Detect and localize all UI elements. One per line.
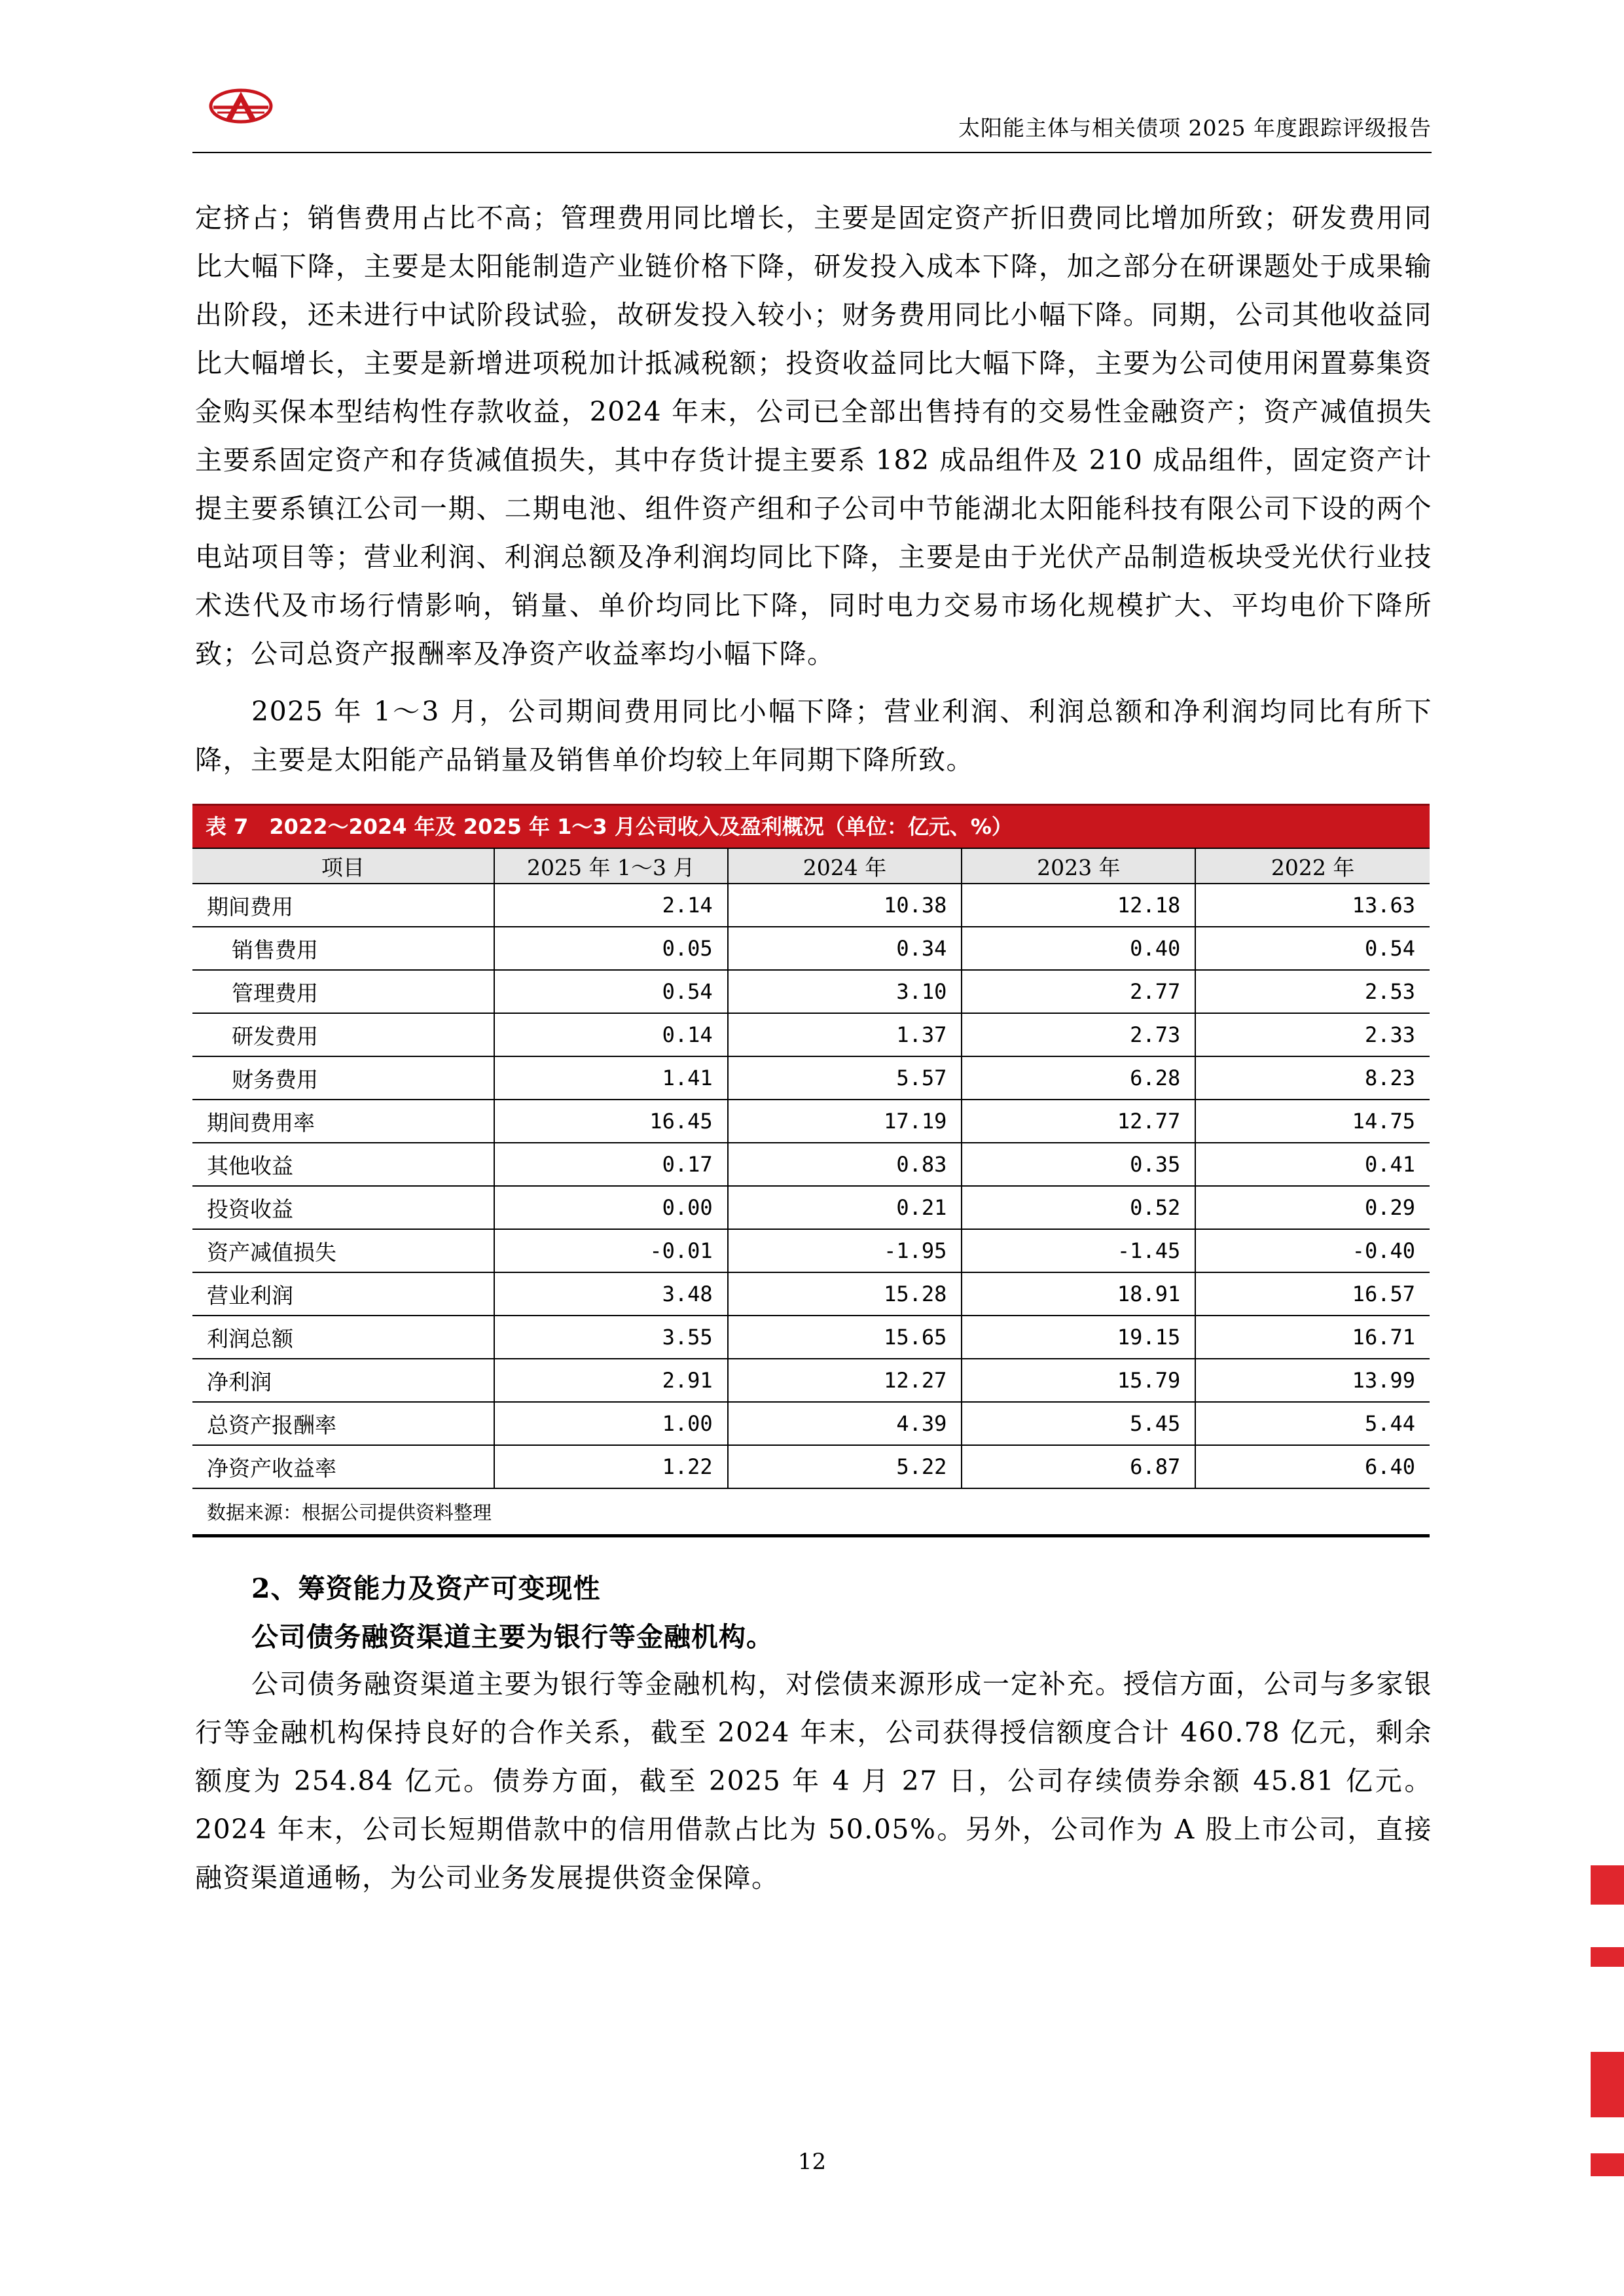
table-row	[192, 1229, 1430, 1272]
row-label: 利润总额	[192, 1316, 494, 1359]
cell-value: 1.37	[728, 1013, 962, 1056]
table-row	[192, 1100, 1430, 1143]
row-label: 资产减值损失	[192, 1229, 494, 1272]
cell-value: 2.91	[494, 1359, 728, 1402]
cell-value: 1.00	[494, 1402, 728, 1445]
cell-value: 2.14	[494, 884, 728, 927]
income-profit-table	[192, 804, 1430, 1537]
cell-value: 19.15	[962, 1316, 1195, 1359]
cell-value: 0.52	[962, 1186, 1195, 1229]
table-row	[192, 1186, 1430, 1229]
table-row	[192, 1272, 1430, 1316]
cell-value: 12.27	[728, 1359, 962, 1402]
cell-value: 16.57	[1195, 1272, 1430, 1316]
row-label: 净利润	[192, 1359, 494, 1402]
cell-value: 17.19	[728, 1100, 962, 1143]
section-subheading: 公司债务融资渠道主要为银行等金融机构。	[251, 1621, 774, 1653]
row-label: 净资产收益率	[192, 1445, 494, 1488]
cell-value: 0.29	[1195, 1186, 1430, 1229]
cell-value: 0.05	[494, 927, 728, 970]
table-row	[192, 1143, 1430, 1186]
cell-value: 5.57	[728, 1056, 962, 1100]
row-label: 研发费用	[192, 1013, 494, 1056]
row-label: 期间费用率	[192, 1100, 494, 1143]
column-header-2024: 2024 年	[728, 848, 962, 884]
cell-value: 8.23	[1195, 1056, 1430, 1100]
cell-value: 5.22	[728, 1445, 962, 1488]
cell-value: 16.45	[494, 1100, 728, 1143]
cell-value: 0.41	[1195, 1143, 1430, 1186]
cell-value: 3.10	[728, 970, 962, 1013]
table-row	[192, 884, 1430, 927]
cell-value: 2.73	[962, 1013, 1195, 1056]
table-row	[192, 927, 1430, 970]
table-row	[192, 1402, 1430, 1445]
financing-paragraph: 公司债务融资渠道主要为银行等金融机构，对偿债来源形成一定补充。授信方面，公司与多家银行等金融机构保持良好的合作关系，截至 2024 年末，公司获得授信额度合计 460.78 亿元，剩余额度为 254.84 亿元。债券方面，截至 2025 年 4 月 27 日，公司存续债券余额 45.81 亿元。2024 年末，公司长短期借款中的信用借款占比为 50.05%。另外，公司作为 A 股上市公司，直接融资渠道通畅，为公司业务发展提供资金保障。	[195, 1668, 1432, 1893]
cell-value: 3.48	[494, 1272, 728, 1316]
report-header-title: 太阳能主体与相关债项 2025 年度跟踪评级报告	[958, 115, 1432, 141]
seal-mark-middle	[1591, 2052, 1624, 2117]
cell-value: 4.39	[728, 1402, 962, 1445]
cell-value: 2.77	[962, 970, 1195, 1013]
cell-value: 10.38	[728, 884, 962, 927]
column-header-item: 项目	[192, 848, 494, 884]
analysis-paragraph-1: 定挤占；销售费用占比不高；管理费用同比增长，主要是固定资产折旧费同比增加所致；研发费用同比大幅下降，主要是太阳能制造产业链价格下降，研发投入成本下降，加之部分在研课题处于成果输出阶段，还未进行中试阶段试验，故研发投入较小；财务费用同比小幅下降。同期，公司其他收益同比大幅增长，主要是新增进项税加计抵减税额；投资收益同比大幅下降，主要为公司使用闲置募集资金购买保本型结构性存款收益，2024 年末，公司已全部出售持有的交易性金融资产；资产减值损失主要系固定资产和存货减值损失，其中存货计提主要系 182 成品组件及 210 成品组件，固定资产计提主要系镇江公司一期、二期电池、组件资产组和子公司中节能湖北太阳能科技有限公司下设的两个电站项目等；营业利润、利润总额及净利润均同比下降，主要是由于光伏产品制造板块受光伏行业技术迭代及市场行情影响，销量、单价均同比下降，同时电力交易市场化规模扩大、平均电价下降所致；公司总资产报酬率及净资产收益率均小幅下降。	[195, 202, 1432, 670]
table-header-row	[192, 848, 1430, 884]
cell-value: 0.17	[494, 1143, 728, 1186]
cell-value: 0.83	[728, 1143, 962, 1186]
row-label: 销售费用	[192, 927, 494, 970]
column-header-2022: 2022 年	[1195, 848, 1430, 884]
cell-value: 0.35	[962, 1143, 1195, 1186]
cell-value: 1.22	[494, 1445, 728, 1488]
cell-value: 6.40	[1195, 1445, 1430, 1488]
table-row	[192, 1056, 1430, 1100]
row-label: 管理费用	[192, 970, 494, 1013]
table-row	[192, 1013, 1430, 1056]
table-title: 表 7 2022～2024 年及 2025 年 1～3 月公司收入及盈利概况（单位：亿元、%）	[192, 804, 1430, 848]
cell-value: 3.55	[494, 1316, 728, 1359]
cell-value: 2.33	[1195, 1013, 1430, 1056]
cell-value: -1.45	[962, 1229, 1195, 1272]
cell-value: 15.79	[962, 1359, 1195, 1402]
cell-value: 6.87	[962, 1445, 1195, 1488]
section-heading: 2、筹资能力及资产可变现性	[251, 1573, 601, 1604]
row-label: 其他收益	[192, 1143, 494, 1186]
row-label: 营业利润	[192, 1272, 494, 1316]
table-row	[192, 1359, 1430, 1402]
column-header-2025q1: 2025 年 1～3 月	[494, 848, 728, 884]
analysis-paragraph-2: 2025 年 1～3 月，公司期间费用同比小幅下降；营业利润、利润总额和净利润均同比有所下降，主要是太阳能产品销量及销售单价均较上年同期下降所致。	[195, 696, 1432, 776]
table-row	[192, 1316, 1430, 1359]
cell-value: 0.14	[494, 1013, 728, 1056]
cell-value: 1.41	[494, 1056, 728, 1100]
seal-mark-top	[1591, 1865, 1624, 1905]
cell-value: 0.40	[962, 927, 1195, 970]
cell-value: 2.53	[1195, 970, 1430, 1013]
cell-value: 0.54	[494, 970, 728, 1013]
cell-value: 12.77	[962, 1100, 1195, 1143]
cell-value: 12.18	[962, 884, 1195, 927]
cell-value: 13.99	[1195, 1359, 1430, 1402]
cell-value: 16.71	[1195, 1316, 1430, 1359]
cell-value: 0.21	[728, 1186, 962, 1229]
cell-value: 15.28	[728, 1272, 962, 1316]
cell-value: 5.44	[1195, 1402, 1430, 1445]
cell-value: 0.54	[1195, 927, 1430, 970]
company-logo	[208, 86, 274, 126]
header-divider	[192, 152, 1432, 153]
cell-value: 0.34	[728, 927, 962, 970]
cell-value: 18.91	[962, 1272, 1195, 1316]
row-label: 总资产报酬率	[192, 1402, 494, 1445]
page-number: 12	[797, 2149, 827, 2175]
cell-value: 14.75	[1195, 1100, 1430, 1143]
cell-value: 15.65	[728, 1316, 962, 1359]
column-header-2023: 2023 年	[962, 848, 1195, 884]
table-row	[192, 970, 1430, 1013]
table-row	[192, 1445, 1430, 1488]
cell-value: -0.40	[1195, 1229, 1430, 1272]
cell-value: 6.28	[962, 1056, 1195, 1100]
table-source-note: 数据来源：根据公司提供资料整理	[192, 1489, 1430, 1537]
cell-value: -0.01	[494, 1229, 728, 1272]
cell-value: 5.45	[962, 1402, 1195, 1445]
row-label: 投资收益	[192, 1186, 494, 1229]
cell-value: -1.95	[728, 1229, 962, 1272]
row-label: 财务费用	[192, 1056, 494, 1100]
data-table	[192, 848, 1430, 1489]
cell-value: 0.00	[494, 1186, 728, 1229]
row-label: 期间费用	[192, 884, 494, 927]
cell-value: 13.63	[1195, 884, 1430, 927]
seal-mark-upper	[1591, 1947, 1624, 1967]
